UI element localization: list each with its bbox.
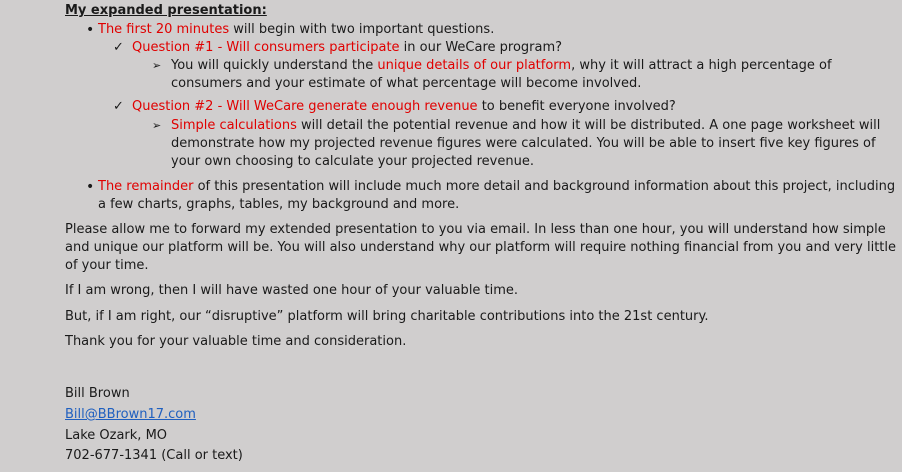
body-text: You will quickly understand the bbox=[171, 58, 378, 73]
emphasis-text: unique details of our platform bbox=[377, 58, 572, 73]
arrow-bullet-icon: ➢ bbox=[152, 59, 162, 72]
question-2-detail bbox=[171, 117, 880, 135]
question-2-detail-line3: your own choosing to calculate your projected revenue. bbox=[171, 154, 534, 169]
checkmark-icon: ✓ bbox=[113, 40, 124, 55]
section-heading: My expanded presentation: bbox=[65, 3, 267, 18]
emphasis-text: The first 20 minutes bbox=[98, 22, 230, 37]
emphasis-text: Question #2 - Will WeCare generate enough revenue bbox=[132, 99, 478, 114]
body-text: in our WeCare program? bbox=[399, 40, 563, 55]
bullet-remainder bbox=[98, 178, 895, 196]
emphasis-text: The remainder bbox=[98, 179, 194, 194]
paragraph-right: But, if I am right, our “disruptive” platform will bring charitable contributions into the 21st century. bbox=[65, 309, 709, 324]
paragraph-forward-line3: of your time. bbox=[65, 258, 149, 273]
bullet-glyph: • bbox=[86, 22, 95, 38]
body-text: of this presentation will include much more detail and background information about this project, including bbox=[193, 179, 896, 194]
body-text: will begin with two important questions. bbox=[229, 22, 495, 37]
question-2-detail-line2: demonstrate how my projected revenue figures were calculated. You will be able to insert five key figures of bbox=[171, 136, 876, 151]
paragraph-forward-line1: Please allow me to forward my extended presentation to you via email. In less than one hour, you will understand how simple bbox=[65, 222, 886, 237]
bullet-glyph: • bbox=[86, 179, 95, 195]
signature-location: Lake Ozark, MO bbox=[65, 428, 168, 443]
emphasis-text: Simple calculations bbox=[171, 118, 297, 133]
body-text: to benefit everyone involved? bbox=[477, 99, 676, 114]
bullet-first-20-minutes bbox=[98, 21, 494, 39]
email-link[interactable]: Bill@BBrown17.com bbox=[65, 407, 196, 422]
emphasis-text: Question #1 - Will consumers participate bbox=[132, 40, 400, 55]
body-text: will detail the potential revenue and how it will be distributed. A one page worksheet will bbox=[296, 118, 881, 133]
bullet-remainder-line2: a few charts, graphs, tables, my background and more. bbox=[98, 197, 460, 212]
question-2 bbox=[132, 98, 676, 116]
question-1-detail bbox=[171, 57, 832, 75]
arrow-bullet-icon: ➢ bbox=[152, 119, 162, 132]
signature-phone: 702-677-1341 (Call or text) bbox=[65, 448, 243, 463]
paragraph-wrong: If I am wrong, then I will have wasted one hour of your valuable time. bbox=[65, 283, 519, 298]
checkmark-icon: ✓ bbox=[113, 99, 124, 114]
body-text: , why it will attract a high percentage of bbox=[571, 58, 832, 73]
question-1 bbox=[132, 39, 562, 57]
paragraph-forward-line2: and unique our platform will be. You will also understand why our platform will require nothing financial from you and very little bbox=[65, 240, 897, 255]
signature-name: Bill Brown bbox=[65, 386, 130, 401]
paragraph-thanks: Thank you for your valuable time and consideration. bbox=[65, 334, 407, 349]
question-1-detail-line2: consumers and your estimate of what percentage will become involved. bbox=[171, 76, 642, 91]
